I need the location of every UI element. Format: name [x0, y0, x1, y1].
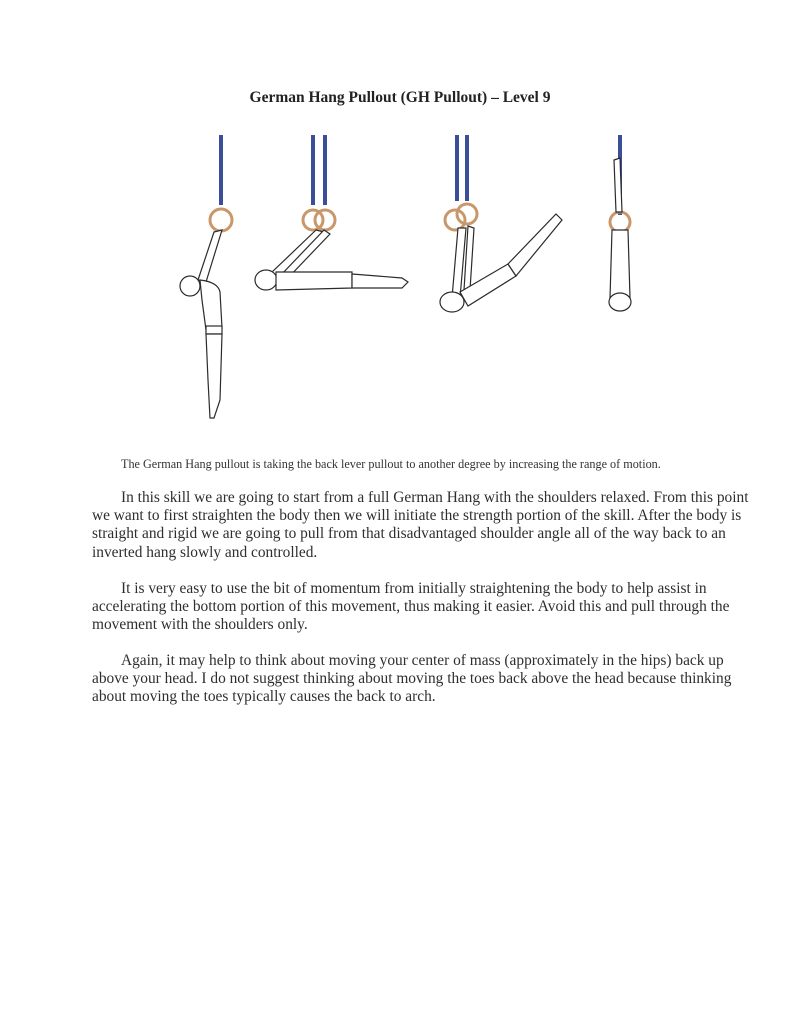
gymnastic-ring — [210, 209, 232, 231]
paragraph-line: about moving the toes typically causes the back to arch. — [92, 688, 436, 706]
page-title: German Hang Pullout (GH Pullout) – Level 9 — [249, 89, 551, 106]
ring-strap — [465, 135, 469, 201]
skill-illustration — [160, 130, 660, 430]
figure-mid-pullout — [438, 130, 568, 430]
gymnastic-ring — [445, 210, 465, 230]
paragraph-line: It is very easy to use the bit of momentum from initially straightening the body to help assist in — [121, 580, 707, 597]
gymnastic-ring — [457, 204, 477, 224]
figure-caption: The German Hang pullout is taking the back lever pullout to another degree by increasing the range of motion. — [121, 457, 661, 471]
paragraph-line: Again, it may help to think about moving your center of mass (approximately in the hips) back up — [121, 652, 724, 669]
ring-strap — [455, 135, 459, 201]
paragraph-line: movement with the shoulders only. — [92, 616, 308, 634]
gymnastic-ring — [315, 210, 335, 230]
paragraph-line: we want to first straighten the body then we will initiate the strength portion of the skill. After the body is — [92, 507, 742, 525]
paragraph-line: above your head. I do not suggest thinking about moving the toes back above the head because thinking — [92, 670, 732, 688]
paragraph-2 — [92, 580, 772, 635]
figure-inverted-hang — [600, 130, 650, 430]
paragraph-3 — [92, 652, 772, 707]
paragraph-line: In this skill we are going to start from a full German Hang with the shoulders relaxed. From this point — [121, 489, 749, 506]
ring-strap — [311, 135, 315, 205]
figure-german-hang — [170, 130, 250, 430]
figure-straightened-body — [252, 130, 422, 430]
paragraph-line: accelerating the bottom portion of this movement, thus making it easier. Avoid this and pull through the — [92, 598, 730, 616]
paragraph-line: straight and rigid we are going to pull from that disadvantaged shoulder angle all of the way back to an — [92, 525, 726, 543]
ring-strap — [323, 135, 327, 205]
paragraph-line: inverted hang slowly and controlled. — [92, 543, 318, 561]
paragraph-1 — [92, 489, 772, 562]
ring-strap — [219, 135, 223, 205]
